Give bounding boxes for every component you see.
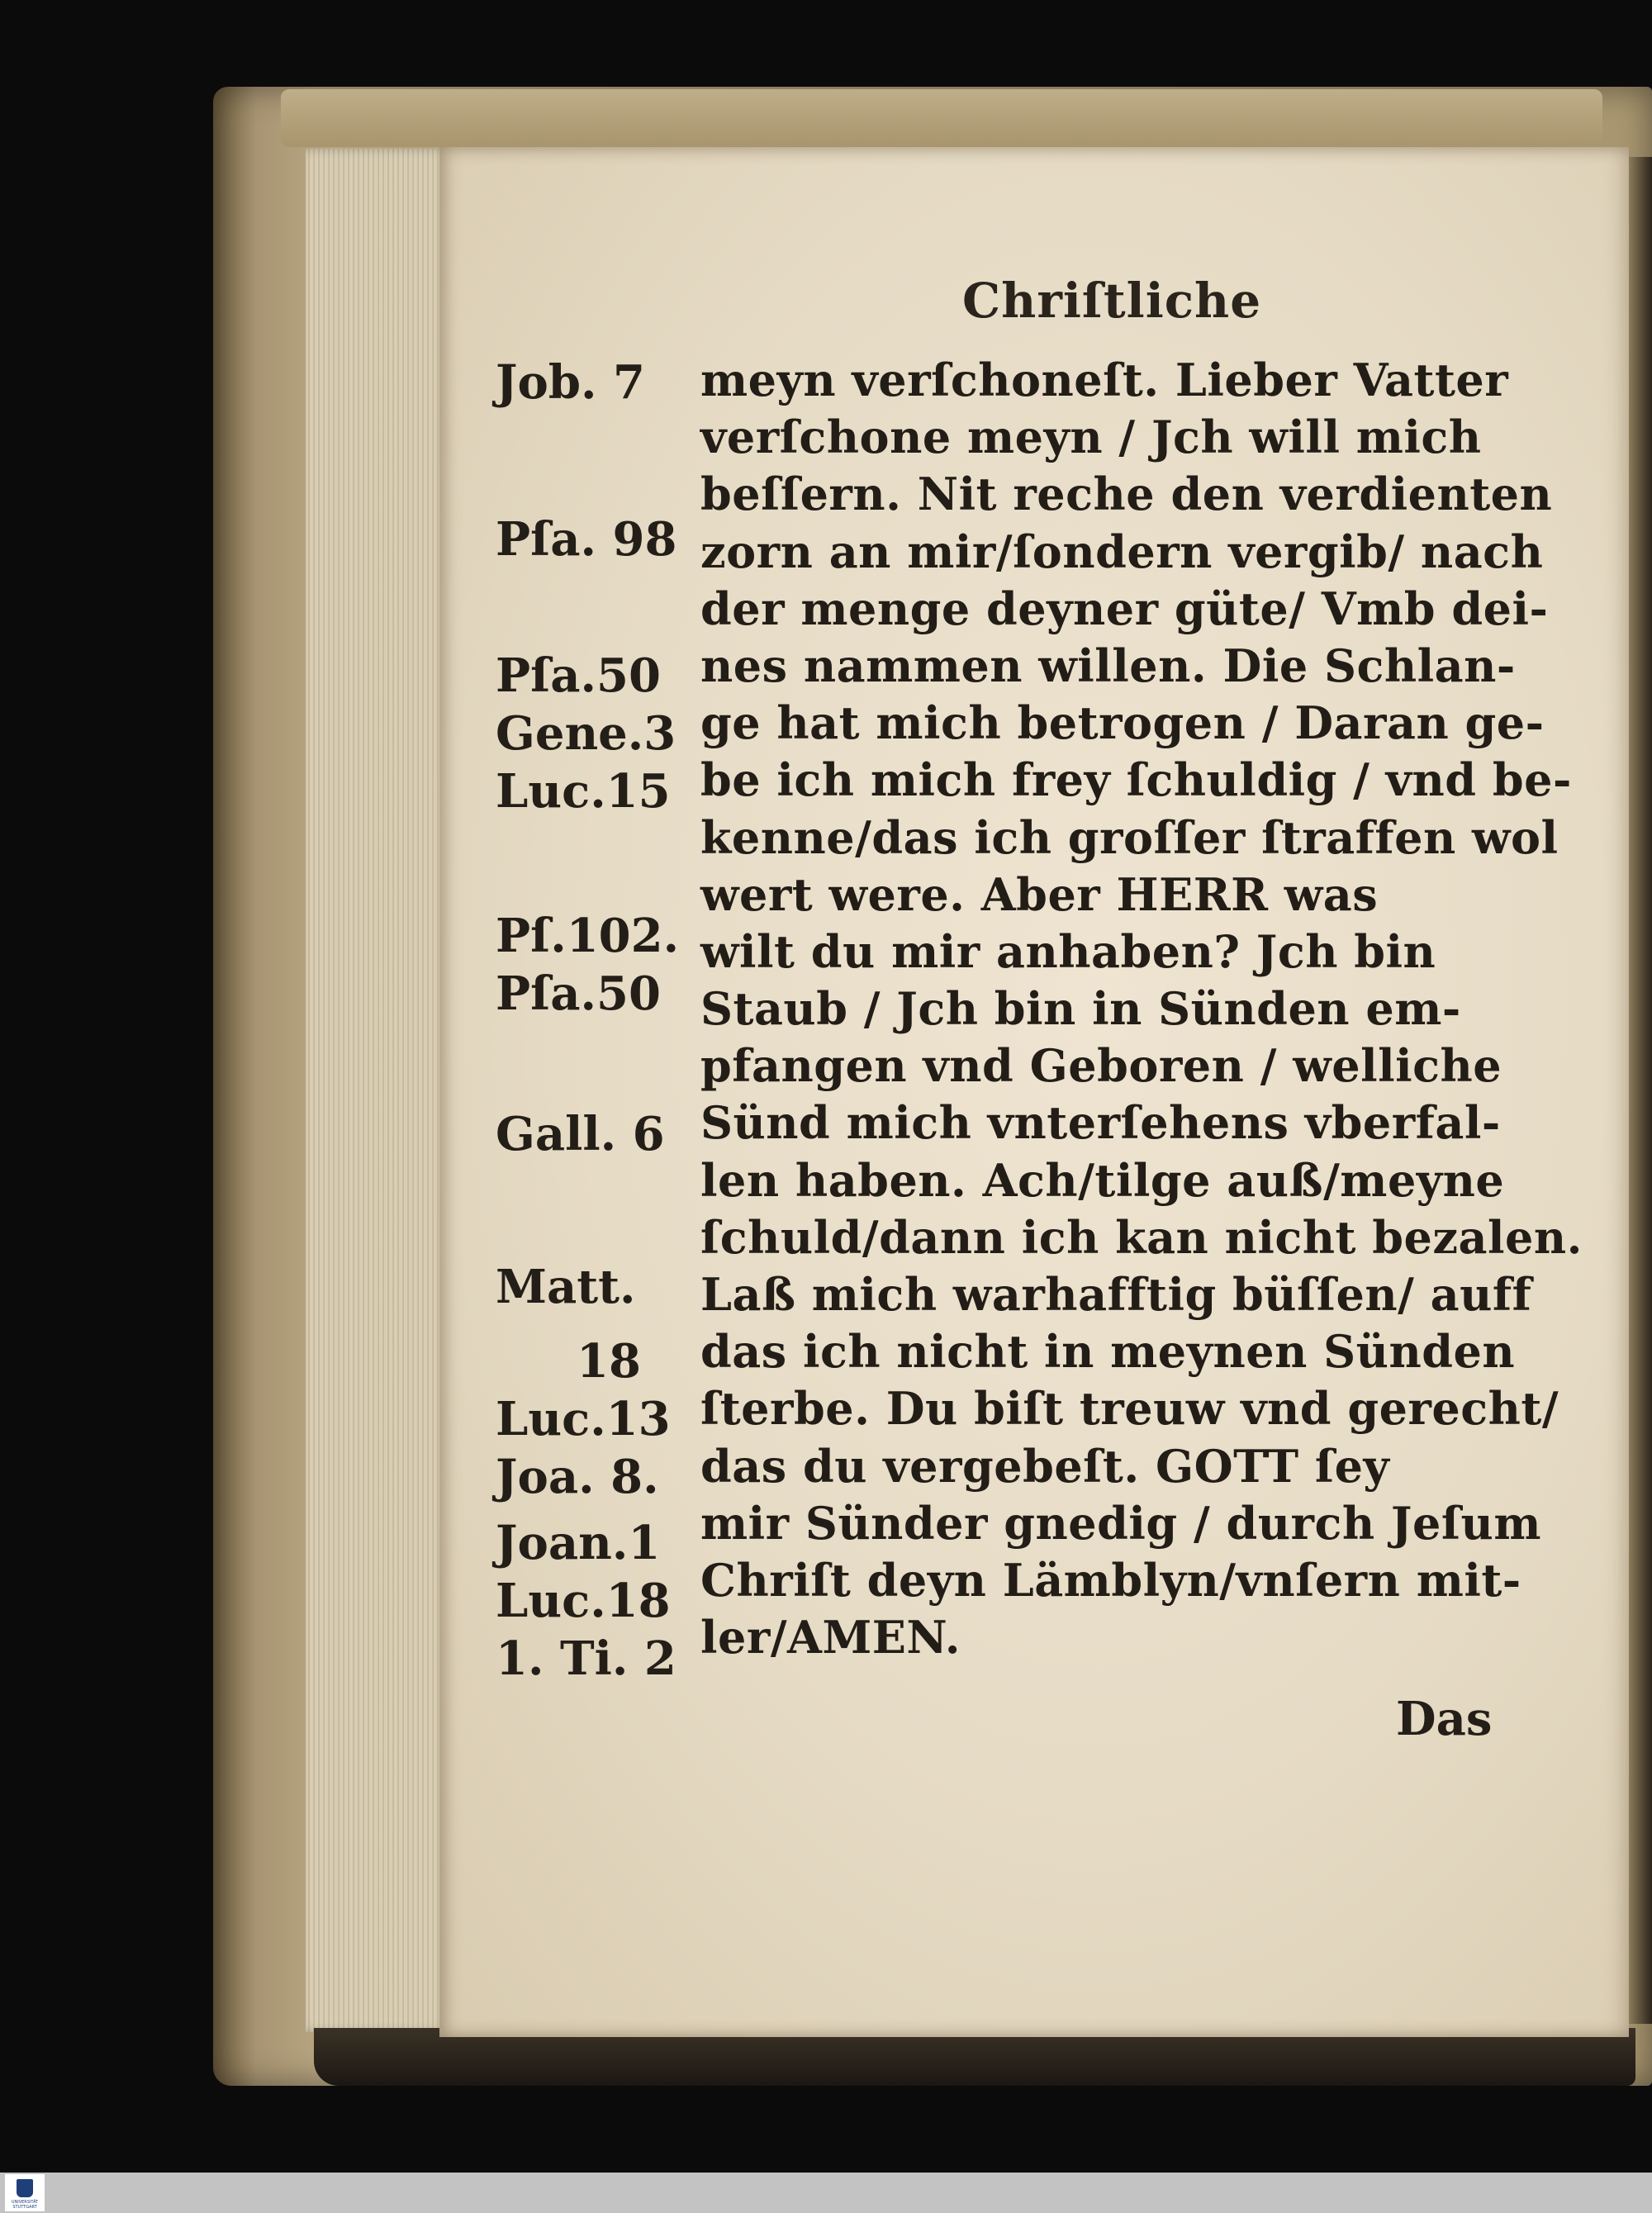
- text-line: verſchone meyn / Jch will mich: [700, 411, 1482, 464]
- marginal-note: Luc.15: [496, 764, 671, 819]
- text-line: ler/AMEN.: [700, 1611, 961, 1664]
- running-title: Chriſtliche: [962, 273, 1262, 329]
- text-line: das du vergebeſt. GOTT ſey: [700, 1439, 1390, 1493]
- text-line: beſſern. Nit reche den verdienten: [700, 468, 1553, 521]
- page-edges: [306, 149, 450, 2032]
- marginal-note: Joan.1: [496, 1516, 661, 1570]
- text-line: nes nammen willen. Die Schlan-: [700, 639, 1516, 692]
- text-line: ge hat mich betrogen / Daran ge-: [700, 696, 1545, 750]
- marginal-note: Pſ.102.: [496, 909, 680, 963]
- text-line: meyn verſchoneſt. Lieber Vatter: [700, 354, 1509, 406]
- text-line: mir Sünder gnedig / durch Jeſum: [700, 1496, 1541, 1550]
- text-line: der menge deyner güte/ Vmb dei-: [700, 582, 1549, 635]
- text-line: Sünd mich vnterſehens vberfal-: [700, 1096, 1501, 1150]
- marginal-note: Gall. 6: [496, 1107, 665, 1161]
- marginal-note: Joa. 8.: [496, 1450, 659, 1504]
- marginal-note: 1. Ti. 2: [496, 1631, 676, 1686]
- library-logo-text: UNIVERSITÄT STUTTGART: [11, 2200, 39, 2210]
- library-logo-icon: [17, 2179, 33, 2197]
- marginal-note: 18: [577, 1334, 641, 1389]
- text-line: Laß mich warhafftig büſſen/ auff: [700, 1268, 1532, 1321]
- marginal-note: Matt.: [496, 1260, 636, 1314]
- viewer-footer-bar: [0, 2173, 1652, 2213]
- marginal-note: Pſa.50: [496, 966, 661, 1021]
- marginal-note: Gene.3: [496, 706, 676, 761]
- right-gutter: [1629, 157, 1652, 2024]
- text-line: pfangen vnd Geboren / welliche: [700, 1039, 1502, 1093]
- text-line: ſchuld/dann ich kan nicht bezalen.: [700, 1210, 1583, 1264]
- marginal-note: Job. 7: [496, 355, 645, 410]
- marginal-note: Pſa.50: [496, 648, 661, 703]
- catchword: Das: [1396, 1692, 1493, 1746]
- text-line: Chriſt deyn Lämblyn/vnſern mit-: [700, 1553, 1521, 1607]
- text-line: wilt du mir anhaben? Jch bin: [700, 924, 1436, 978]
- text-line: ſterbe. Du biſt treuw vnd gerecht/: [700, 1382, 1559, 1436]
- text-line: be ich mich frey ſchuldig / vnd be-: [700, 753, 1572, 807]
- text-line: Staub / Jch bin in Sünden em-: [700, 982, 1461, 1036]
- text-line: wert were. Aber HERR was: [700, 867, 1379, 921]
- text-line: kenne/das ich groſſer ſtraffen wol: [700, 810, 1559, 864]
- library-logo[interactable]: [5, 2174, 45, 2211]
- text-line: das ich nicht in meynen Sünden: [700, 1325, 1516, 1379]
- marginal-note: Pſa. 98: [496, 512, 677, 567]
- text-line: zorn an mir/ſondern vergib/ nach: [700, 525, 1544, 578]
- marginal-note: Luc.18: [496, 1574, 671, 1628]
- book-cover-top-edge: [281, 89, 1602, 147]
- body-text: [700, 352, 1583, 1666]
- text-line: len haben. Ach/tilge auß/meyne: [700, 1153, 1505, 1207]
- marginal-note: Luc.13: [496, 1392, 671, 1446]
